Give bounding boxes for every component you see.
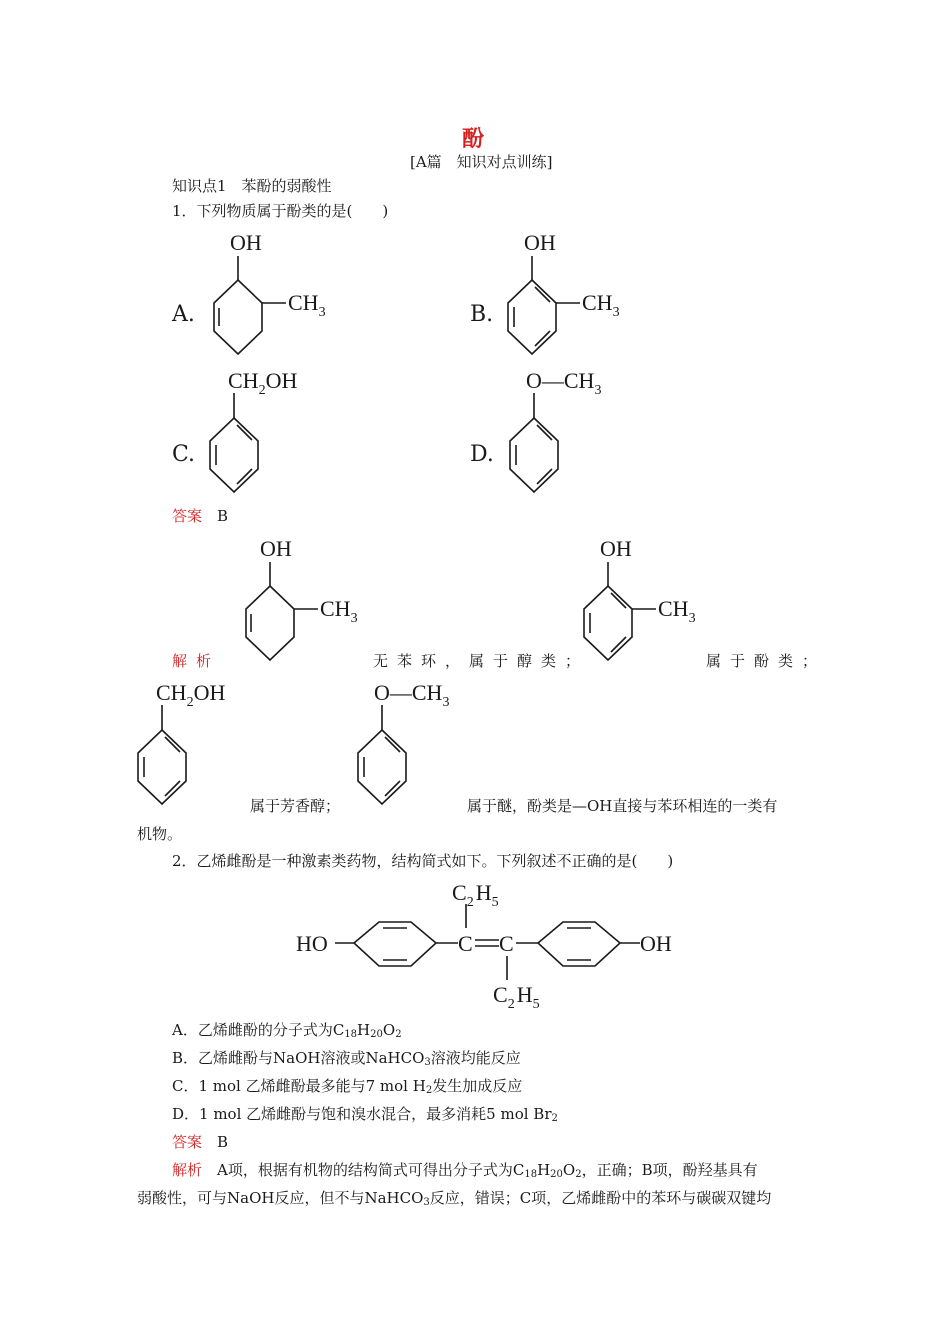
- option-c-label: C.: [172, 442, 196, 467]
- answer-label: 答案: [172, 1133, 203, 1151]
- option-b-label: B.: [470, 302, 494, 327]
- answer-value: B: [217, 507, 229, 525]
- analysis-structure-d: [346, 676, 486, 808]
- question-2-stem: 2．乙烯雌酚是一种激素类药物，结构简式如下。下列叙述不正确的是( ): [172, 852, 674, 870]
- oh-group: OH: [524, 230, 556, 255]
- answer-label: 答案: [172, 507, 203, 525]
- option-a-structure: [200, 228, 340, 363]
- answer-1: [172, 506, 228, 526]
- ch3-group: $CH_3$: [582, 290, 620, 320]
- analysis-structure-c: [124, 676, 254, 808]
- analysis-1-label: 解析: [172, 652, 221, 670]
- ch2oh-group: $CH_2OH$: [156, 680, 226, 710]
- ch3-group: $CH_3$: [320, 596, 358, 626]
- answer-value: B: [217, 1133, 229, 1151]
- analysis-1-text-d: 属于醚，酚类是—OH直接与苯环相连的一类有: [467, 797, 778, 815]
- page-title: 酚: [462, 126, 485, 152]
- q2-option-c: C．1 mol 乙烯雌酚最多能与7 mol $H_2$发生加成反应: [172, 1077, 523, 1096]
- carbon-right: C: [499, 931, 514, 956]
- carbon-left: C: [458, 931, 473, 956]
- q2-option-a: A．乙烯雌酚的分子式为$C_{18}H_{20}O_2$: [172, 1021, 402, 1040]
- analysis-1-text-cont: 机物。: [137, 825, 183, 843]
- o-ch3-group: $O—CH_3$: [526, 368, 602, 398]
- option-a-label: A.: [172, 302, 195, 327]
- analysis-1-text-b: 属于酚类；: [706, 652, 827, 670]
- oh-group: OH: [600, 536, 632, 561]
- oh-group-right: OH: [640, 931, 672, 956]
- option-b-structure: [498, 228, 638, 363]
- analysis-label: 解析: [172, 1161, 203, 1179]
- option-d-structure: [498, 366, 638, 498]
- ethyl-bottom: $C_2H_5$: [493, 982, 540, 1011]
- analysis-structure-b: [572, 534, 717, 664]
- ch2oh-group: $CH_2OH$: [228, 368, 298, 398]
- q2-option-b: B．乙烯雌酚与NaOH溶液或NaHCO$_3$溶液均能反应: [172, 1049, 521, 1068]
- o-ch3-group: $O—CH_3$: [374, 680, 450, 710]
- analysis-1-text-a: 无苯环，属于醇类；: [373, 652, 590, 670]
- answer-2: [172, 1132, 228, 1152]
- analysis-2-line-1: 解析 A项，根据有机物的结构简式可得出分子式为$C_{18}H_{20}O_2$，正确；B项，酚羟基具有: [172, 1161, 758, 1180]
- option-c-structure: [200, 366, 330, 498]
- ch3-group: $CH_3$: [288, 290, 326, 320]
- ch3-group: $CH_3$: [658, 596, 696, 626]
- question-1-stem: 1．下列物质属于酚类的是( ): [172, 202, 389, 220]
- oh-group: OH: [230, 230, 262, 255]
- section-subtitle: [A篇 知识对点训练]: [410, 153, 553, 171]
- oh-group: OH: [260, 536, 292, 561]
- analysis-structure-a: [228, 534, 373, 664]
- q2-option-d: D．1 mol 乙烯雌酚与饱和溴水混合，最多消耗5 mol $Br_2$: [172, 1105, 558, 1124]
- ethyl-top: $C_2H_5$: [452, 880, 499, 910]
- diethylstilbestrol-structure: [290, 876, 690, 1011]
- analysis-1-text-c: 属于芳香醇；: [250, 797, 341, 815]
- knowledge-point-heading: 知识点1 苯酚的弱酸性: [172, 177, 332, 195]
- analysis-2-line-2: 弱酸性，可与NaOH反应，但不与NaHCO$_3$反应，错误；C项，乙烯雌酚中的苯环与碳碳双键均: [137, 1189, 772, 1208]
- option-d-label: D.: [470, 442, 494, 467]
- ho-group: HO: [296, 931, 328, 956]
